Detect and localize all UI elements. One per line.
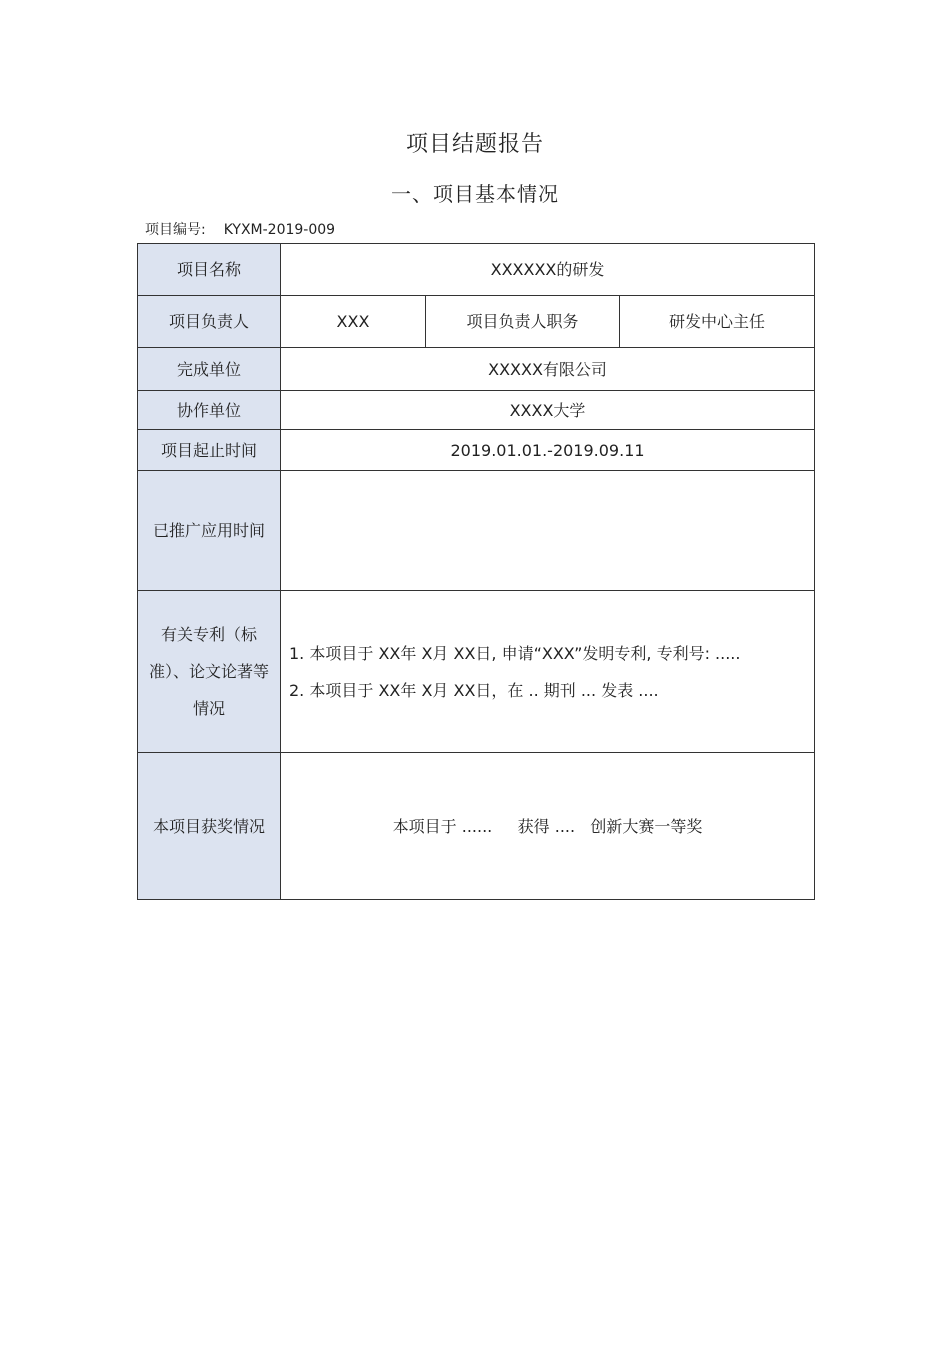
cooperation-unit-value: XXXX大学 <box>281 391 815 430</box>
completion-unit-label: 完成单位 <box>138 348 281 391</box>
project-number <box>145 219 335 239</box>
table-row <box>138 430 815 471</box>
paper-entry: 2. 本项目于 XX年 X月 XX日，在 .. 期刊 ... 发表 .... <box>289 680 659 700</box>
table-row <box>138 244 815 296</box>
project-leader-label: 项目负责人 <box>138 296 281 348</box>
document-title: 项目结题报告 <box>405 132 544 157</box>
patents-papers-value <box>281 591 815 753</box>
table-row <box>138 753 815 900</box>
project-leader-value: XXX <box>281 296 426 348</box>
project-name-value: XXXXXX的研发 <box>281 244 815 296</box>
project-period-value: 2019.01.01.-2019.09.11 <box>281 430 815 471</box>
project-number-label: 项目编号: <box>145 222 206 238</box>
table-row <box>138 591 815 753</box>
table-row <box>138 391 815 430</box>
section-heading: 一、项目基本情况 <box>391 182 559 206</box>
table-row <box>138 296 815 348</box>
promotion-time-value <box>281 471 815 591</box>
leader-title-value: 研发中心主任 <box>620 296 815 348</box>
patents-papers-label: 有关专利（标准）、论文论著等情况 <box>138 591 281 753</box>
awards-label: 本项目获奖情况 <box>138 753 281 900</box>
patent-entry: 1. 本项目于 XX年 X月 XX日, 申请“XXX”发明专利, 专利号: ..... <box>289 643 741 663</box>
cooperation-unit-label: 协作单位 <box>138 391 281 430</box>
project-info-table <box>137 243 815 900</box>
project-name-label: 项目名称 <box>138 244 281 296</box>
project-number-value: KYXM-2019-009 <box>223 222 336 238</box>
leader-title-label: 项目负责人职务 <box>426 296 620 348</box>
completion-unit-value: XXXXX有限公司 <box>281 348 815 391</box>
project-period-label: 项目起止时间 <box>138 430 281 471</box>
table-row <box>138 471 815 591</box>
promotion-time-label: 已推广应用时间 <box>138 471 281 591</box>
awards-value: 本项目于 ...... 获得 .... 创新大赛一等奖 <box>281 753 815 900</box>
table-row <box>138 348 815 391</box>
